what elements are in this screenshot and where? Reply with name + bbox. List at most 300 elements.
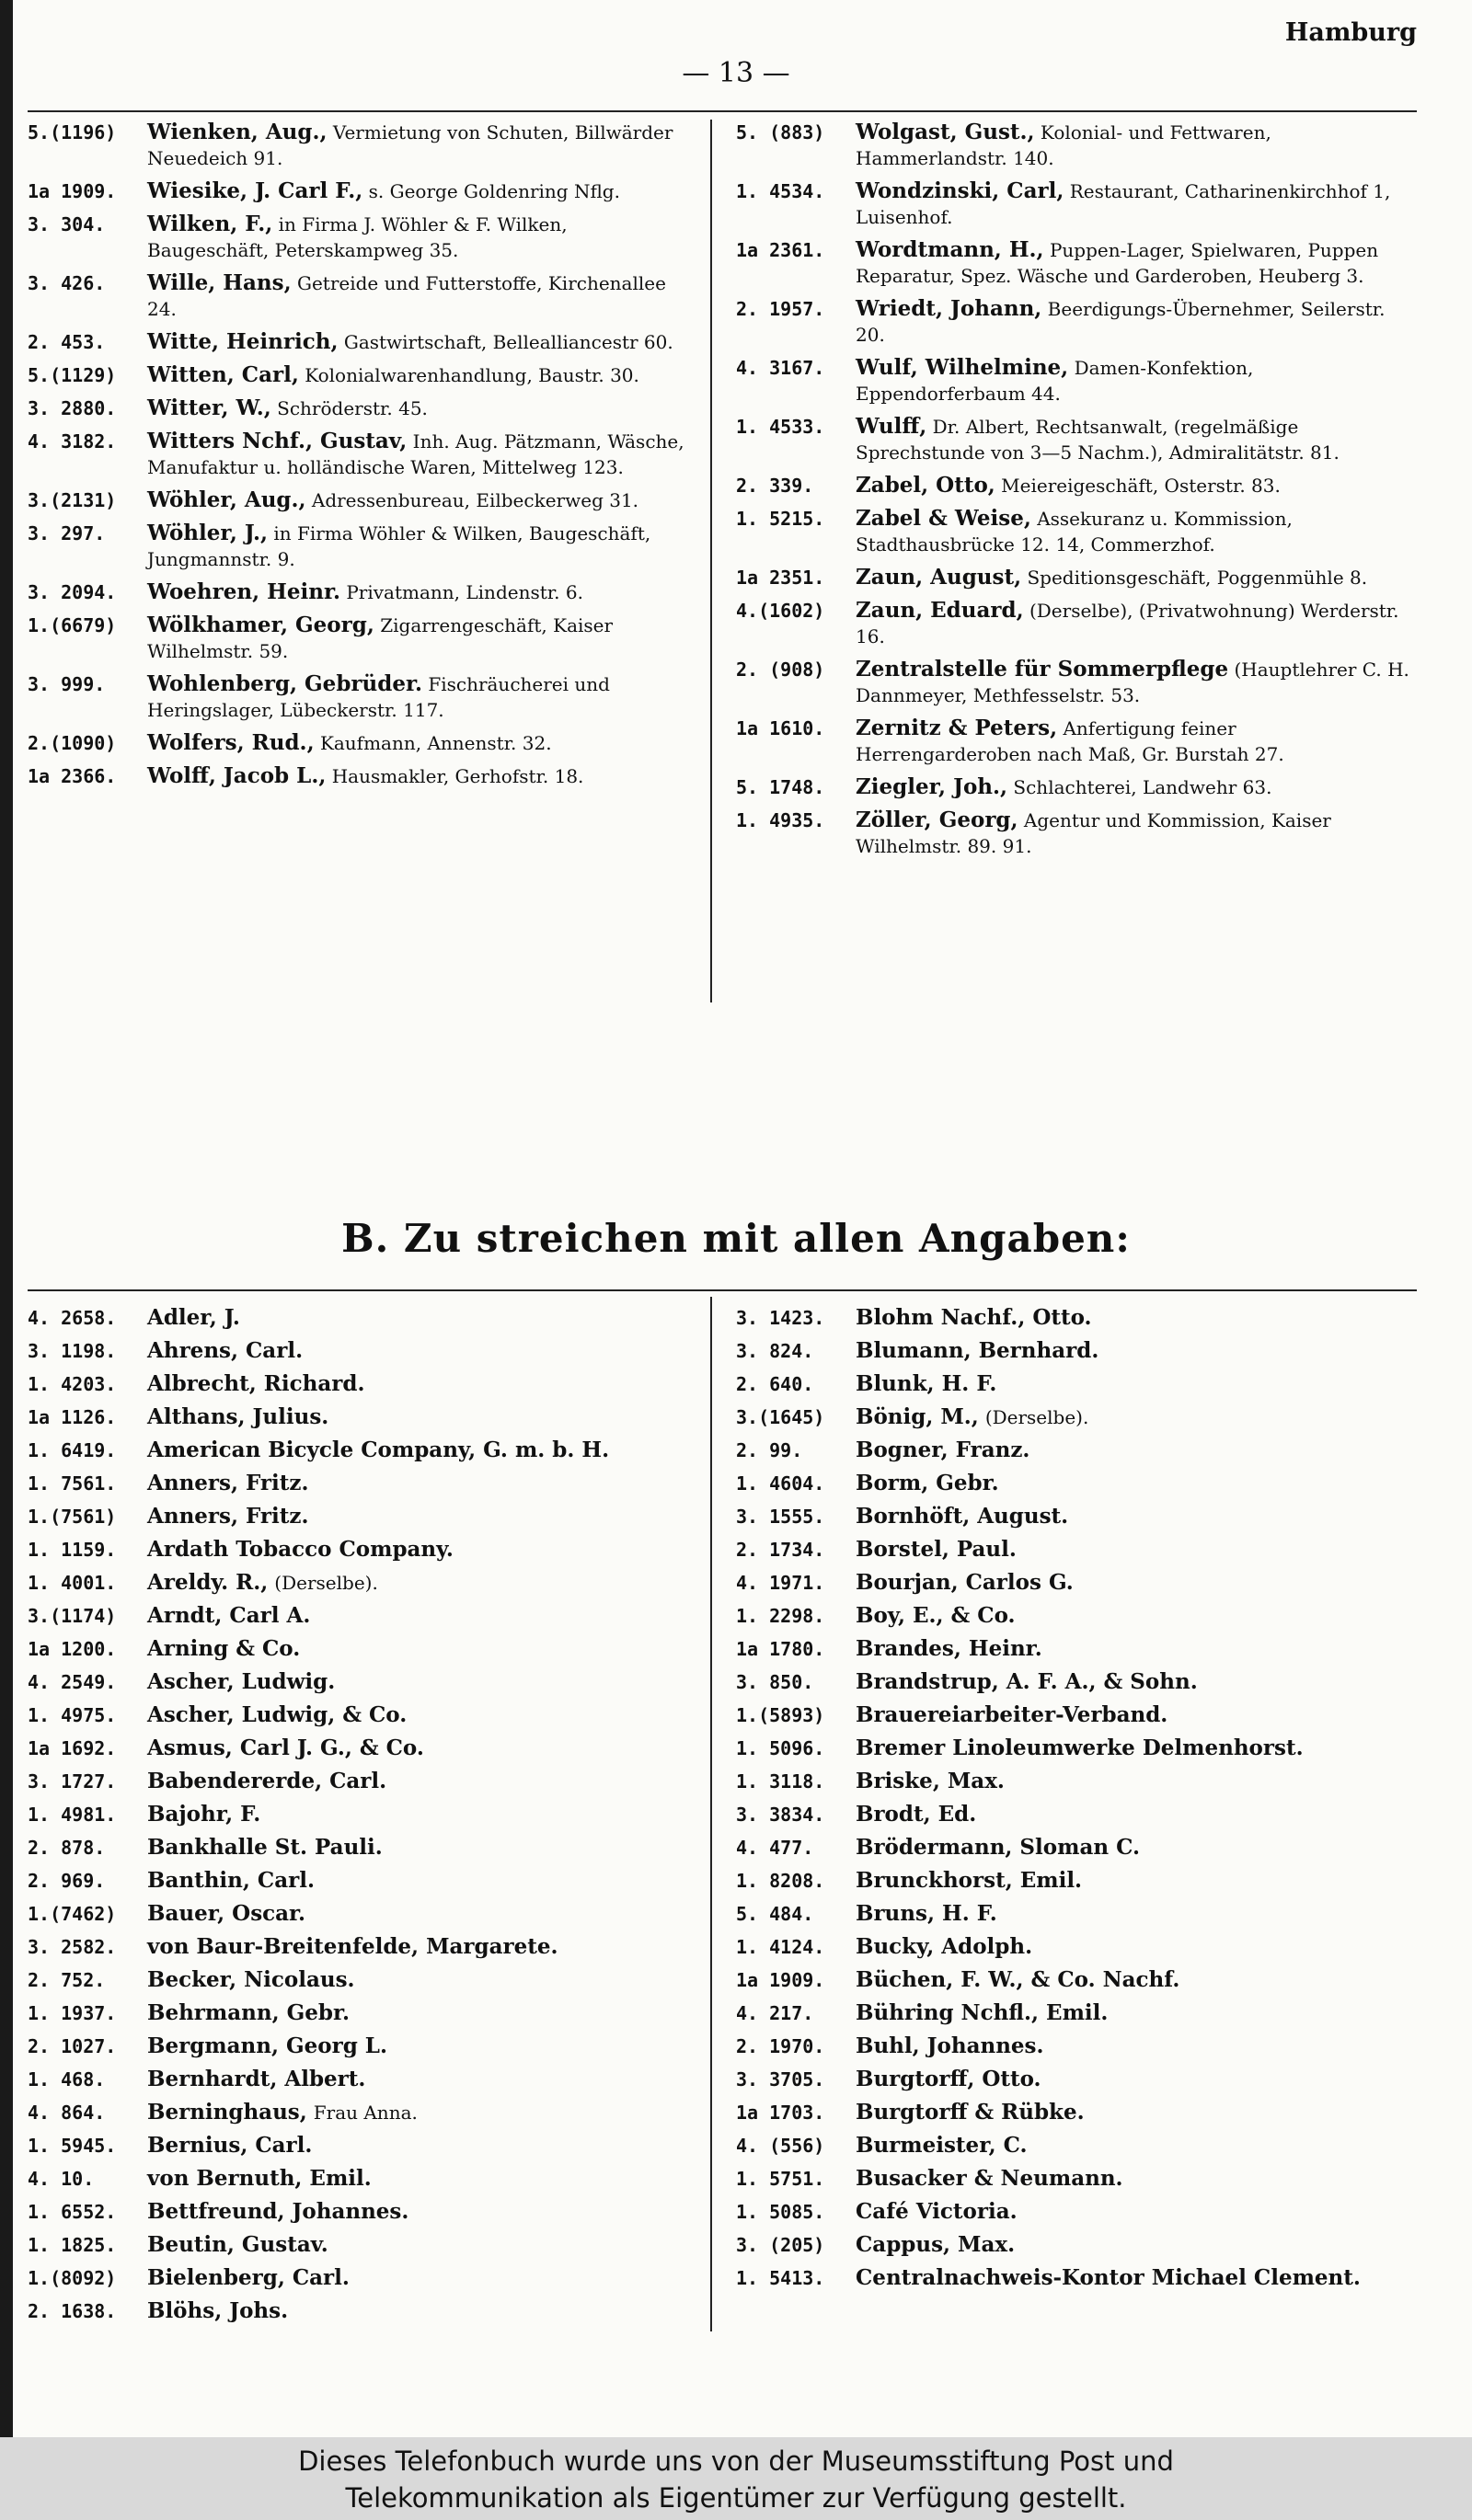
entry-description: s. George Goldenring Nflg. bbox=[368, 180, 620, 202]
entry-text bbox=[856, 2264, 1417, 2293]
entry-text bbox=[147, 2231, 690, 2260]
entry-description: Damen-Konfektion, Eppendorferbaum 44. bbox=[856, 357, 1254, 405]
entry-text bbox=[147, 1735, 690, 1763]
entry-name: Banthin, Carl. bbox=[147, 1868, 315, 1893]
phone-number: 1.(7462) bbox=[28, 1903, 117, 1925]
phone-number: 4. 3167. bbox=[736, 357, 825, 379]
column-divider-a bbox=[710, 120, 712, 1002]
directory-entry bbox=[736, 1701, 1417, 1730]
entry-text bbox=[856, 1503, 1417, 1531]
entry-text bbox=[856, 1536, 1417, 1564]
phone-number: 1. 7561. bbox=[28, 1472, 117, 1495]
entry-name: Arndt, Carl A. bbox=[147, 1603, 311, 1628]
directory-entry bbox=[28, 2132, 690, 2160]
directory-entry bbox=[28, 1768, 690, 1796]
entry-text bbox=[856, 120, 1417, 171]
entry-name: Bettfreund, Johannes. bbox=[147, 2199, 409, 2224]
entry-name: Bergmann, Georg L. bbox=[147, 2033, 387, 2058]
footer-notice bbox=[0, 2437, 1472, 2520]
entry-name: von Bernuth, Emil. bbox=[147, 2166, 372, 2191]
entry-text bbox=[856, 1768, 1417, 1796]
entry-text bbox=[856, 1933, 1417, 1962]
entry-name: Althans, Julius. bbox=[147, 1404, 329, 1429]
directory-entry bbox=[28, 1668, 690, 1697]
entry-text bbox=[147, 763, 690, 789]
entry-name: Bankhalle St. Pauli. bbox=[147, 1835, 383, 1860]
entry-text bbox=[147, 1337, 690, 1366]
entry-text bbox=[147, 2033, 690, 2061]
entry-text bbox=[147, 1403, 690, 1432]
entry-text bbox=[856, 774, 1417, 800]
directory-entry bbox=[28, 1900, 690, 1929]
phone-number: 4. 477. bbox=[736, 1837, 814, 1859]
phone-number: 1. 468. bbox=[28, 2068, 106, 2090]
phone-number: 4. 864. bbox=[28, 2102, 106, 2124]
entry-text bbox=[147, 395, 690, 421]
entry-description: in Firma Wöhler & Wilken, Baugeschäft, Jungmannstr. 9. bbox=[147, 522, 651, 570]
entry-text bbox=[856, 2099, 1417, 2127]
entry-name: Ascher, Ludwig, & Co. bbox=[147, 1702, 408, 1727]
entry-name: Blunk, H. F. bbox=[856, 1371, 997, 1396]
entry-text bbox=[147, 1966, 690, 1995]
phone-number: 1. 3118. bbox=[736, 1770, 825, 1793]
entry-name: Centralnachweis-Kontor Michael Clement. bbox=[856, 2265, 1361, 2290]
phone-number: 3.(1174) bbox=[28, 1605, 117, 1627]
phone-number: 2.(1090) bbox=[28, 732, 117, 754]
entry-text bbox=[147, 1867, 690, 1896]
directory-entry bbox=[736, 808, 1417, 859]
entry-text bbox=[147, 579, 690, 605]
phone-number: 3. 2880. bbox=[28, 397, 117, 419]
entry-text bbox=[856, 1569, 1417, 1598]
entry-name: Arning & Co. bbox=[147, 1636, 301, 1661]
entry-description: Meiereigeschäft, Osterstr. 83. bbox=[1001, 475, 1281, 497]
directory-entry bbox=[736, 2165, 1417, 2194]
entry-text bbox=[856, 1337, 1417, 1366]
entry-name: Café Victoria. bbox=[856, 2199, 1018, 2224]
phone-number: 3. 850. bbox=[736, 1671, 814, 1693]
directory-entry bbox=[736, 1437, 1417, 1465]
entry-description: Frau Anna. bbox=[313, 2102, 418, 2124]
directory-entry bbox=[736, 1503, 1417, 1531]
section-a-left-column bbox=[28, 120, 690, 796]
phone-number: 3.(1645) bbox=[736, 1406, 825, 1428]
directory-entry bbox=[736, 1635, 1417, 1664]
entry-name: Zentralstelle für Sommerpflege bbox=[856, 657, 1229, 682]
entry-name: von Baur-Breitenfelde, Margarete. bbox=[147, 1934, 558, 1959]
entry-text bbox=[147, 1635, 690, 1664]
entry-text bbox=[147, 429, 690, 480]
entry-name: Bauer, Oscar. bbox=[147, 1901, 306, 1926]
entry-name: Brunckhorst, Emil. bbox=[856, 1868, 1083, 1893]
entry-description: Adressenbureau, Eilbeckerweg 31. bbox=[311, 489, 639, 511]
column-divider-b bbox=[710, 1297, 712, 2331]
entry-name: Ziegler, Joh., bbox=[856, 774, 1008, 799]
entry-name: Areldy. R., bbox=[147, 1570, 269, 1595]
entry-name: Zaun, Eduard, bbox=[856, 598, 1024, 623]
phone-number: 3.(2131) bbox=[28, 489, 117, 511]
phone-number: 2. 969. bbox=[28, 1870, 106, 1892]
directory-entry bbox=[736, 414, 1417, 465]
entry-text bbox=[856, 296, 1417, 348]
phone-number: 3. (205) bbox=[736, 2234, 825, 2256]
directory-entry bbox=[28, 120, 690, 171]
entry-name: Wohlenberg, Gebrüder. bbox=[147, 671, 422, 696]
entry-name: Berninghaus, bbox=[147, 2100, 307, 2125]
entry-text bbox=[856, 1867, 1417, 1896]
entry-text bbox=[147, 487, 690, 513]
entry-text bbox=[147, 362, 690, 388]
phone-number: 4. (556) bbox=[736, 2135, 825, 2157]
phone-number: 4. 10. bbox=[28, 2168, 95, 2190]
directory-entry bbox=[28, 2264, 690, 2293]
directory-entry bbox=[28, 1701, 690, 1730]
directory-entry bbox=[28, 1635, 690, 1664]
directory-entry bbox=[28, 1569, 690, 1598]
phone-number: 5. 1748. bbox=[736, 776, 825, 798]
directory-entry bbox=[736, 2066, 1417, 2094]
directory-entry bbox=[736, 1768, 1417, 1796]
directory-entry bbox=[28, 579, 690, 605]
entry-description: Restaurant, Catharinenkirchhof 1, Luisenhof. bbox=[856, 180, 1391, 228]
entry-description: Puppen-Lager, Spielwaren, Puppen Reparatur, Spez. Wäsche und Garderoben, Heuberg 3. bbox=[856, 239, 1379, 287]
entry-text bbox=[856, 506, 1417, 557]
city-header: Hamburg bbox=[1284, 18, 1417, 47]
directory-entry bbox=[28, 1834, 690, 1862]
directory-entry bbox=[28, 1735, 690, 1763]
phone-number: 1a 2351. bbox=[736, 567, 825, 589]
entry-name: Anners, Fritz. bbox=[147, 1504, 309, 1529]
phone-number: 1. 5096. bbox=[736, 1737, 825, 1759]
directory-entry bbox=[736, 2132, 1417, 2160]
entry-text bbox=[147, 1900, 690, 1929]
phone-number: 4. 3182. bbox=[28, 430, 117, 452]
directory-entry bbox=[736, 296, 1417, 348]
entry-text bbox=[147, 613, 690, 664]
section-b-rule bbox=[28, 1289, 1417, 1291]
entry-name: Wöhler, Aug., bbox=[147, 487, 306, 512]
directory-entry bbox=[736, 598, 1417, 649]
entry-text bbox=[147, 1602, 690, 1631]
entry-text bbox=[147, 1701, 690, 1730]
entry-text bbox=[147, 1801, 690, 1829]
directory-entry bbox=[28, 1403, 690, 1432]
entry-name: Brodt, Ed. bbox=[856, 1802, 977, 1827]
entry-name: Bernhardt, Albert. bbox=[147, 2067, 366, 2091]
entry-name: American Bicycle Company, G. m. b. H. bbox=[147, 1438, 610, 1462]
entry-description: Gastwirtschaft, Bellealliancestr 60. bbox=[343, 331, 673, 353]
phone-number: 1. 5085. bbox=[736, 2201, 825, 2223]
entry-text bbox=[147, 2099, 690, 2127]
directory-entry bbox=[736, 2198, 1417, 2227]
entry-text bbox=[856, 178, 1417, 230]
entry-text bbox=[856, 1701, 1417, 1730]
phone-number: 3. 999. bbox=[28, 673, 106, 695]
phone-number: 3. 824. bbox=[736, 1340, 814, 1362]
directory-entry bbox=[736, 1668, 1417, 1697]
entry-name: Bornhöft, August. bbox=[856, 1504, 1069, 1529]
entry-text bbox=[856, 1602, 1417, 1631]
entry-name: Woehren, Heinr. bbox=[147, 579, 340, 604]
entry-name: Wilken, F., bbox=[147, 212, 273, 236]
entry-description: Getreide und Futterstoffe, Kirchenallee 24. bbox=[147, 272, 666, 320]
directory-entry bbox=[736, 1370, 1417, 1399]
entry-text bbox=[856, 237, 1417, 289]
directory-entry bbox=[736, 355, 1417, 407]
phone-number: 1. 4001. bbox=[28, 1572, 117, 1594]
phone-number: 3. 1555. bbox=[736, 1506, 825, 1528]
entry-description: Privatmann, Lindenstr. 6. bbox=[346, 581, 583, 603]
entry-text bbox=[856, 1999, 1417, 2028]
directory-entry bbox=[736, 237, 1417, 289]
directory-entry bbox=[28, 730, 690, 756]
phone-number: 1. 1825. bbox=[28, 2234, 117, 2256]
directory-entry bbox=[28, 1966, 690, 1995]
entry-name: Adler, J. bbox=[147, 1305, 240, 1330]
phone-number: 1. 6552. bbox=[28, 2201, 117, 2223]
directory-entry bbox=[736, 657, 1417, 708]
entry-text bbox=[147, 1668, 690, 1697]
entry-text bbox=[856, 1834, 1417, 1862]
entry-name: Briske, Max. bbox=[856, 1769, 1005, 1793]
entry-description: Assekuranz u. Kommission, Stadthausbrücke 12. 14, Commerzhof. bbox=[856, 508, 1293, 556]
entry-name: Witter, W., bbox=[147, 395, 271, 420]
directory-entry bbox=[736, 1966, 1417, 1995]
directory-entry bbox=[28, 1999, 690, 2028]
entry-text bbox=[856, 2132, 1417, 2160]
entry-description: Agentur und Kommission, Kaiser Wilhelmstr. 89. 91. bbox=[856, 809, 1331, 857]
entry-description: Schröderstr. 45. bbox=[277, 397, 428, 419]
phone-number: 4.(1602) bbox=[736, 600, 825, 622]
phone-number: 3. 1198. bbox=[28, 1340, 117, 1362]
section-b-left-column bbox=[28, 1304, 690, 2331]
entry-name: Bogner, Franz. bbox=[856, 1438, 1030, 1462]
directory-entry bbox=[28, 2099, 690, 2127]
entry-text bbox=[147, 671, 690, 723]
phone-number: 3. 3834. bbox=[736, 1804, 825, 1826]
directory-entry bbox=[736, 2264, 1417, 2293]
directory-entry bbox=[28, 1602, 690, 1631]
entry-name: Blumann, Bernhard. bbox=[856, 1338, 1099, 1363]
entry-text bbox=[856, 808, 1417, 859]
entry-name: Bielenberg, Carl. bbox=[147, 2265, 350, 2290]
entry-name: Büchen, F. W., & Co. Nachf. bbox=[856, 1967, 1180, 1992]
entry-text bbox=[147, 1999, 690, 2028]
entry-name: Buhl, Johannes. bbox=[856, 2033, 1044, 2058]
entry-description: Zigarrengeschäft, Kaiser Wilhelmstr. 59. bbox=[147, 614, 614, 662]
entry-text bbox=[147, 270, 690, 322]
entry-name: Ascher, Ludwig. bbox=[147, 1669, 336, 1694]
phone-number: 1a 1780. bbox=[736, 1638, 825, 1660]
entry-description: Beerdigungs-Übernehmer, Seilerstr. 20. bbox=[856, 298, 1386, 346]
entry-name: Bajohr, F. bbox=[147, 1802, 261, 1827]
entry-name: Busacker & Neumann. bbox=[856, 2166, 1123, 2191]
entry-text bbox=[147, 1503, 690, 1531]
directory-entry bbox=[28, 1470, 690, 1498]
entry-name: Behrmann, Gebr. bbox=[147, 2000, 350, 2025]
phone-number: 3. 297. bbox=[28, 522, 106, 544]
entry-name: Albrecht, Richard. bbox=[147, 1371, 365, 1396]
entry-name: Zernitz & Peters, bbox=[856, 716, 1058, 740]
entry-text bbox=[147, 1304, 690, 1333]
entry-name: Borstel, Paul. bbox=[856, 1537, 1017, 1562]
phone-number: 2. 1957. bbox=[736, 298, 825, 320]
entry-text bbox=[856, 2033, 1417, 2061]
entry-text bbox=[147, 2165, 690, 2194]
entry-description: (Derselbe), (Privatwohnung) Werderstr. 16. bbox=[856, 600, 1399, 647]
entry-name: Witte, Heinrich, bbox=[147, 329, 339, 354]
phone-number: 1.(5893) bbox=[736, 1704, 825, 1726]
entry-text bbox=[856, 1900, 1417, 1929]
entry-name: Zabel, Otto, bbox=[856, 473, 995, 498]
entry-text bbox=[856, 1370, 1417, 1399]
entry-name: Wulf, Wilhelmine, bbox=[856, 355, 1069, 380]
entry-description: Inh. Aug. Pätzmann, Wäsche, Manufaktur u. holländische Waren, Mittelweg 123. bbox=[147, 430, 684, 478]
entry-name: Blöhs, Johs. bbox=[147, 2298, 289, 2323]
entry-text bbox=[856, 1470, 1417, 1498]
directory-entry bbox=[28, 1867, 690, 1896]
entry-description: (Derselbe). bbox=[274, 1572, 378, 1594]
entry-text bbox=[147, 730, 690, 756]
phone-number: 2. 1027. bbox=[28, 2035, 117, 2057]
entry-description: Hausmakler, Gerhofstr. 18. bbox=[331, 765, 584, 787]
entry-text bbox=[147, 212, 690, 263]
phone-number: 5. 484. bbox=[736, 1903, 814, 1925]
phone-number: 3. 426. bbox=[28, 272, 106, 294]
entry-name: Brandstrup, A. F. A., & Sohn. bbox=[856, 1669, 1198, 1694]
directory-entry bbox=[28, 1503, 690, 1531]
entry-name: Zabel & Weise, bbox=[856, 506, 1031, 531]
entry-description: Speditionsgeschäft, Poggenmühle 8. bbox=[1027, 567, 1368, 589]
directory-entry bbox=[28, 1933, 690, 1962]
phone-number: 1. 5751. bbox=[736, 2168, 825, 2190]
entry-description: Kaufmann, Annenstr. 32. bbox=[319, 732, 552, 754]
directory-entry bbox=[28, 178, 690, 204]
entry-name: Bucky, Adolph. bbox=[856, 1934, 1033, 1959]
entry-text bbox=[147, 2132, 690, 2160]
entry-text bbox=[856, 2165, 1417, 2194]
entry-description: Kolonialwarenhandlung, Baustr. 30. bbox=[305, 364, 639, 386]
phone-number: 2. 453. bbox=[28, 331, 106, 353]
entry-name: Wolff, Jacob L., bbox=[147, 763, 327, 788]
phone-number: 1.(8092) bbox=[28, 2267, 117, 2289]
footer-line-2: Telekommunikation als Eigentümer zur Verfügung gestellt. bbox=[345, 2482, 1127, 2514]
section-b-title: B. Zu streichen mit allen Angaben: bbox=[341, 1216, 1131, 1261]
entry-name: Wienken, Aug., bbox=[147, 120, 328, 144]
directory-entry bbox=[28, 212, 690, 263]
phone-number: 1a 1909. bbox=[28, 180, 117, 202]
directory-entry bbox=[28, 329, 690, 355]
entry-name: Beutin, Gustav. bbox=[147, 2232, 328, 2257]
directory-entry bbox=[736, 1470, 1417, 1498]
entry-name: Witten, Carl, bbox=[147, 362, 299, 387]
directory-entry bbox=[736, 1999, 1417, 2028]
entry-text bbox=[147, 2297, 690, 2326]
entry-text bbox=[147, 1437, 690, 1465]
phone-number: 1a 1703. bbox=[736, 2102, 825, 2124]
entry-text bbox=[856, 1635, 1417, 1664]
entry-description: Vermietung von Schuten, Billwärder Neuedeich 91. bbox=[147, 121, 673, 169]
phone-number: 1. 5945. bbox=[28, 2135, 117, 2157]
phone-number: 1. 6419. bbox=[28, 1439, 117, 1461]
entry-name: Ahrens, Carl. bbox=[147, 1338, 304, 1363]
directory-entry bbox=[736, 1834, 1417, 1862]
entry-name: Zaun, August, bbox=[856, 565, 1022, 590]
directory-entry bbox=[736, 2231, 1417, 2260]
phone-number: 1a 1126. bbox=[28, 1406, 117, 1428]
entry-name: Zöller, Georg, bbox=[856, 808, 1018, 832]
phone-number: 1.(7561) bbox=[28, 1506, 117, 1528]
phone-number: 2. 339. bbox=[736, 475, 814, 497]
phone-number: 1a 1610. bbox=[736, 717, 825, 739]
entry-text bbox=[856, 716, 1417, 767]
directory-entry bbox=[736, 1867, 1417, 1896]
directory-entry bbox=[28, 2165, 690, 2194]
entry-name: Brandes, Heinr. bbox=[856, 1636, 1042, 1661]
entry-name: Burmeister, C. bbox=[856, 2133, 1028, 2158]
entry-description: Anfertigung feiner Herrengarderoben nach Maß, Gr. Burstah 27. bbox=[856, 717, 1284, 765]
entry-name: Babendererde, Carl. bbox=[147, 1769, 387, 1793]
entry-name: Ardath Tobacco Company. bbox=[147, 1537, 454, 1562]
phone-number: 1. 4935. bbox=[736, 809, 825, 831]
directory-entry bbox=[28, 613, 690, 664]
phone-number: 3. 2094. bbox=[28, 581, 117, 603]
phone-number: 1. 8208. bbox=[736, 1870, 825, 1892]
directory-entry bbox=[736, 1337, 1417, 1366]
entry-name: Wolgast, Gust., bbox=[856, 120, 1035, 144]
directory-entry bbox=[28, 671, 690, 723]
page-number: — 13 — bbox=[682, 57, 790, 89]
directory-entry bbox=[28, 2066, 690, 2094]
entry-text bbox=[856, 565, 1417, 590]
footer-line-1: Dieses Telefonbuch wurde uns von der Museumsstiftung Post und bbox=[298, 2446, 1174, 2477]
directory-entry bbox=[28, 1437, 690, 1465]
entry-name: Wulff, bbox=[856, 414, 927, 439]
entry-description: (Derselbe). bbox=[984, 1406, 1089, 1428]
phone-number: 1. 4533. bbox=[736, 416, 825, 438]
entry-name: Wille, Hans, bbox=[147, 270, 292, 295]
entry-name: Blohm Nachf., Otto. bbox=[856, 1305, 1092, 1330]
entry-name: Wondzinski, Carl, bbox=[856, 178, 1064, 203]
directory-entry bbox=[28, 1337, 690, 1366]
entry-text bbox=[147, 521, 690, 572]
directory-entry bbox=[736, 506, 1417, 557]
directory-entry bbox=[28, 521, 690, 572]
phone-number: 5.(1129) bbox=[28, 364, 117, 386]
directory-entry bbox=[28, 429, 690, 480]
directory-entry bbox=[28, 1304, 690, 1333]
directory-entry bbox=[28, 362, 690, 388]
entry-text bbox=[856, 2231, 1417, 2260]
section-a-right-column bbox=[736, 120, 1417, 866]
directory-entry bbox=[28, 1801, 690, 1829]
entry-name: Wölkhamer, Georg, bbox=[147, 613, 374, 637]
entry-text bbox=[856, 1403, 1417, 1432]
phone-number: 1. 4604. bbox=[736, 1472, 825, 1495]
entry-text bbox=[147, 178, 690, 204]
directory-entry bbox=[28, 487, 690, 513]
entry-text bbox=[147, 1933, 690, 1962]
directory-entry bbox=[736, 1536, 1417, 1564]
directory-entry bbox=[736, 1403, 1417, 1432]
directory-entry bbox=[736, 1569, 1417, 1598]
directory-entry bbox=[736, 120, 1417, 171]
entry-name: Asmus, Carl J. G., & Co. bbox=[147, 1735, 424, 1760]
entry-name: Wöhler, J., bbox=[147, 521, 268, 545]
directory-entry bbox=[28, 2033, 690, 2061]
entry-text bbox=[856, 2066, 1417, 2094]
directory-entry bbox=[736, 1304, 1417, 1333]
